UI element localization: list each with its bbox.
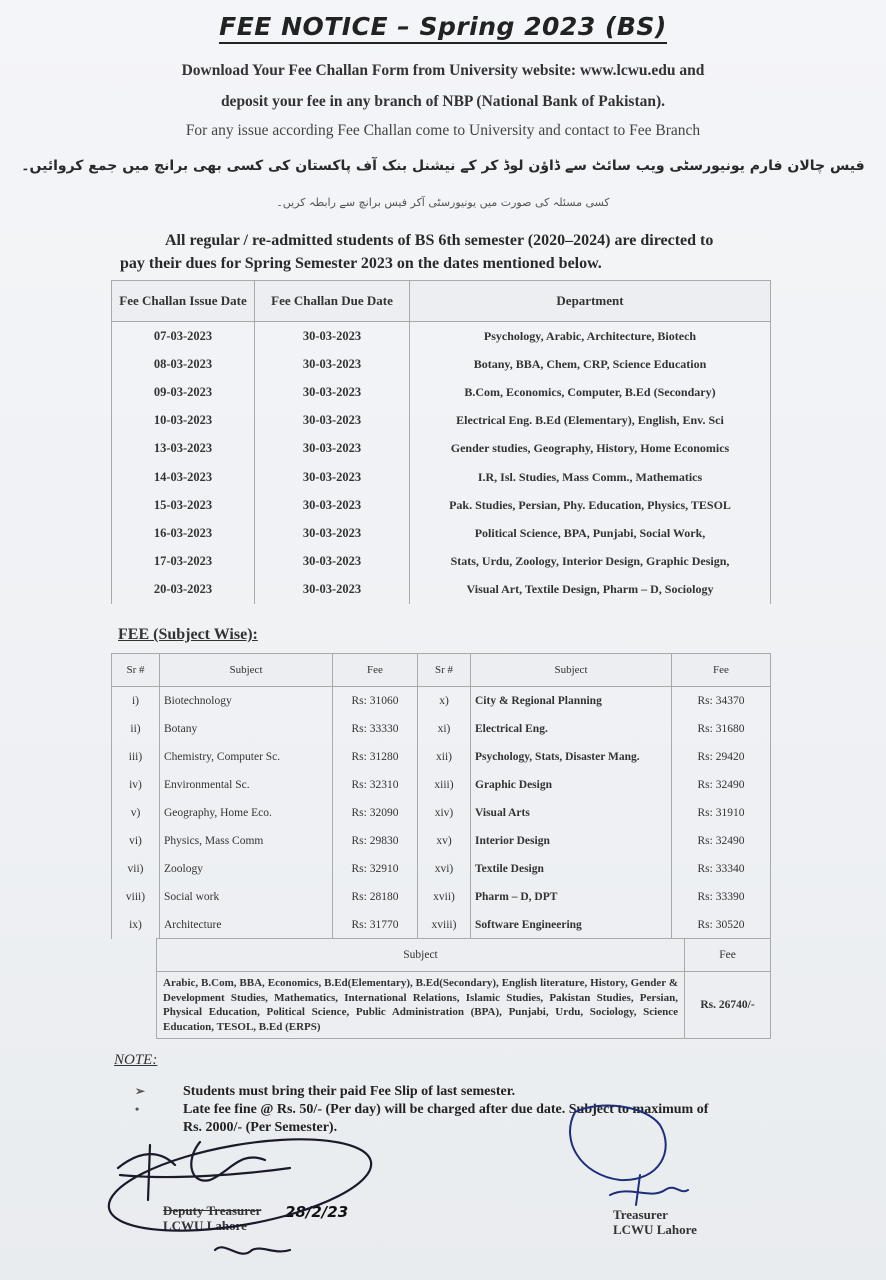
subject-cell: Textile Design xyxy=(471,855,672,883)
combined-header-subject: Subject xyxy=(157,939,685,972)
subject-cell: Social work xyxy=(160,883,333,911)
fee-cell: Rs: 34370 xyxy=(672,687,771,716)
header-issue-date: Fee Challan Issue Date xyxy=(112,281,255,322)
signature-date: 28/2/23 xyxy=(285,1203,349,1221)
department-cell: Psychology, Arabic, Architecture, Biotech xyxy=(410,322,771,351)
fee-cell: Rs: 28180 xyxy=(333,883,418,911)
due-date-cell: 30-03-2023 xyxy=(255,407,410,435)
sr-cell: ii) xyxy=(112,715,160,743)
due-date-cell: 30-03-2023 xyxy=(255,548,410,576)
subject-cell: Biotechnology xyxy=(160,687,333,716)
sr-cell: vii) xyxy=(112,855,160,883)
issue-date-cell: 15-03-2023 xyxy=(112,491,255,519)
due-date-cell: 30-03-2023 xyxy=(255,463,410,491)
subject-cell: Pharm – D, DPT xyxy=(471,883,672,911)
fee-cell: Rs: 33390 xyxy=(672,883,771,911)
fee-cell: Rs: 31060 xyxy=(333,687,418,716)
subject-cell: City & Regional Planning xyxy=(471,687,672,716)
combined-header-fee: Fee xyxy=(685,939,771,972)
department-cell: Gender studies, Geography, History, Home Economics xyxy=(410,435,771,463)
sr-cell: xii) xyxy=(418,743,471,771)
issue-date-cell: 16-03-2023 xyxy=(112,519,255,547)
header-fee-2: Fee xyxy=(672,654,771,687)
sr-cell: xvi) xyxy=(418,855,471,883)
subject-cell: Environmental Sc. xyxy=(160,771,333,799)
subject-cell: Visual Arts xyxy=(471,799,672,827)
subject-cell: Physics, Mass Comm xyxy=(160,827,333,855)
header-subject-1: Subject xyxy=(160,654,333,687)
fee-cell: Rs: 32490 xyxy=(672,827,771,855)
fee-cell: Rs: 33330 xyxy=(333,715,418,743)
note-item-2-text: Late fee fine @ Rs. 50/- (Per day) will be charged after due date. Subject to maximum of xyxy=(183,1102,709,1117)
treasurer-org: LCWU Lahore xyxy=(613,1222,697,1237)
subject-cell: Software Engineering xyxy=(471,911,672,939)
fee-cell: Rs: 30520 xyxy=(672,911,771,939)
header-fee-1: Fee xyxy=(333,654,418,687)
fee-subject-wise-heading: FEE (Subject Wise): xyxy=(118,626,258,643)
department-cell: B.Com, Economics, Computer, B.Ed (Secondary) xyxy=(410,378,771,406)
fee-cell: Rs: 29830 xyxy=(333,827,418,855)
note-heading: NOTE: xyxy=(114,1052,158,1068)
deputy-treasurer-org: LCWU Lahore xyxy=(163,1218,247,1233)
header-department: Department xyxy=(410,281,771,322)
directive-line-2: pay their dues for Spring Semester 2023 on the dates mentioned below. xyxy=(120,255,602,272)
due-date-cell: 30-03-2023 xyxy=(255,378,410,406)
treasurer-title: Treasurer xyxy=(613,1207,668,1222)
due-date-cell: 30-03-2023 xyxy=(255,576,410,604)
intro-line-2: deposit your fee in any branch of NBP (National Bank of Pakistan). xyxy=(220,93,666,110)
sr-cell: iv) xyxy=(112,771,160,799)
subject-cell: Geography, Home Eco. xyxy=(160,799,333,827)
fee-cell: Rs: 29420 xyxy=(672,743,771,771)
deputy-treasurer-title: Deputy Treasurer xyxy=(163,1203,262,1218)
sr-cell: v) xyxy=(112,799,160,827)
due-date-cell: 30-03-2023 xyxy=(255,435,410,463)
sr-cell: vi) xyxy=(112,827,160,855)
due-date-cell: 30-03-2023 xyxy=(255,350,410,378)
subject-cell: Chemistry, Computer Sc. xyxy=(160,743,333,771)
sr-cell: viii) xyxy=(112,883,160,911)
subject-cell: Botany xyxy=(160,715,333,743)
header-sr-2: Sr # xyxy=(418,654,471,687)
sr-cell: xviii) xyxy=(418,911,471,939)
note-item-3: Rs. 2000/- (Per Semester). xyxy=(183,1120,338,1135)
fee-cell: Rs: 32310 xyxy=(333,771,418,799)
fee-cell: Rs: 33340 xyxy=(672,855,771,883)
sr-cell: xiv) xyxy=(418,799,471,827)
sr-cell: iii) xyxy=(112,743,160,771)
due-date-cell: 30-03-2023 xyxy=(255,322,410,351)
subject-cell: Zoology xyxy=(160,855,333,883)
urdu-contact: کسی مسئلہ کی صورت میں یونیورسٹی آکر فیس برانچ سے رابطہ کریں۔ xyxy=(276,196,610,209)
department-cell: I.R, Isl. Studies, Mass Comm., Mathematics xyxy=(410,463,771,491)
department-cell: Botany, BBA, Chem, CRP, Science Education xyxy=(410,350,771,378)
directive-line-1: All regular / re-admitted students of BS 6th semester (2020–2024) are directed to xyxy=(165,232,714,249)
issue-date-cell: 13-03-2023 xyxy=(112,435,255,463)
sr-cell: i) xyxy=(112,687,160,716)
department-cell: Stats, Urdu, Zoology, Interior Design, Graphic Design, xyxy=(410,548,771,576)
fee-cell: Rs: 31280 xyxy=(333,743,418,771)
department-cell: Electrical Eng. B.Ed (Elementary), English, Env. Sci xyxy=(410,407,771,435)
subject-cell: Interior Design xyxy=(471,827,672,855)
issue-date-cell: 14-03-2023 xyxy=(112,463,255,491)
subject-cell: Electrical Eng. xyxy=(471,715,672,743)
header-due-date: Fee Challan Due Date xyxy=(255,281,410,322)
department-cell: Visual Art, Textile Design, Pharm – D, Sociology xyxy=(410,576,771,604)
fee-cell: Rs: 31680 xyxy=(672,715,771,743)
subject-cell: Graphic Design xyxy=(471,771,672,799)
subject-cell: Architecture xyxy=(160,911,333,939)
arrow-bullet-icon: ➢ xyxy=(135,1084,146,1098)
fee-cell: Rs: 31910 xyxy=(672,799,771,827)
issue-date-cell: 07-03-2023 xyxy=(112,322,255,351)
note-item-1-text: Students must bring their paid Fee Slip of last semester. xyxy=(183,1084,516,1099)
combined-subject-list: Arabic, B.Com, BBA, Economics, B.Ed(Elementary), B.Ed(Secondary), English literature, History, Gender & Development Studies, Mathematics, International Relations, Islamic Studies, Pakistan Studies, Persian, Physical Education, Political Science, Public Administration (BPA), Punjabi, Urdu, Sociology, Science Education, TESOL, B.Ed (ERPS) xyxy=(157,972,685,1039)
fee-cell: Rs: 32910 xyxy=(333,855,418,883)
due-date-cell: 30-03-2023 xyxy=(255,519,410,547)
sr-cell: xi) xyxy=(418,715,471,743)
sr-cell: xv) xyxy=(418,827,471,855)
deputy-signature-stroke xyxy=(118,1154,175,1168)
sr-cell: ix) xyxy=(112,911,160,939)
initials-stroke xyxy=(215,1247,290,1253)
subject-cell: Psychology, Stats, Disaster Mang. xyxy=(471,743,672,771)
department-cell: Political Science, BPA, Punjabi, Social Work, xyxy=(410,519,771,547)
issue-date-cell: 09-03-2023 xyxy=(112,378,255,406)
due-date-cell: 30-03-2023 xyxy=(255,491,410,519)
urdu-instruction: فیس چالان فارم یونیورسٹی ویب سائٹ سے ڈاؤن لوڈ کر کے نیشنل بنک آف پاکستان کی کسی بھی برانچ میں جمع کروائیں۔ xyxy=(21,158,865,174)
intro-line-3: For any issue according Fee Challan come to University and contact to Fee Branch xyxy=(185,122,701,139)
header-subject-2: Subject xyxy=(471,654,672,687)
issue-date-cell: 20-03-2023 xyxy=(112,576,255,604)
sr-cell: xvii) xyxy=(418,883,471,911)
fee-cell: Rs: 31770 xyxy=(333,911,418,939)
dot-bullet-icon: • xyxy=(135,1102,140,1116)
fee-cell: Rs: 32090 xyxy=(333,799,418,827)
issue-date-cell: 08-03-2023 xyxy=(112,350,255,378)
department-cell: Pak. Studies, Persian, Phy. Education, Physics, TESOL xyxy=(410,491,771,519)
header-sr-1: Sr # xyxy=(112,654,160,687)
treasurer-signature-stroke xyxy=(610,1188,688,1195)
sr-cell: x) xyxy=(418,687,471,716)
issue-date-cell: 10-03-2023 xyxy=(112,407,255,435)
deputy-signature-loop xyxy=(102,1123,378,1248)
combined-fee-value: Rs. 26740/- xyxy=(685,972,771,1039)
intro-line-1: Download Your Fee Challan Form from University website: www.lcwu.edu and xyxy=(181,62,705,79)
issue-date-cell: 17-03-2023 xyxy=(112,548,255,576)
title-text: FEE NOTICE – Spring 2023 (BS) xyxy=(219,12,667,44)
fee-cell: Rs: 32490 xyxy=(672,771,771,799)
treasurer-signature-loop xyxy=(570,1106,666,1181)
sr-cell: xiii) xyxy=(418,771,471,799)
